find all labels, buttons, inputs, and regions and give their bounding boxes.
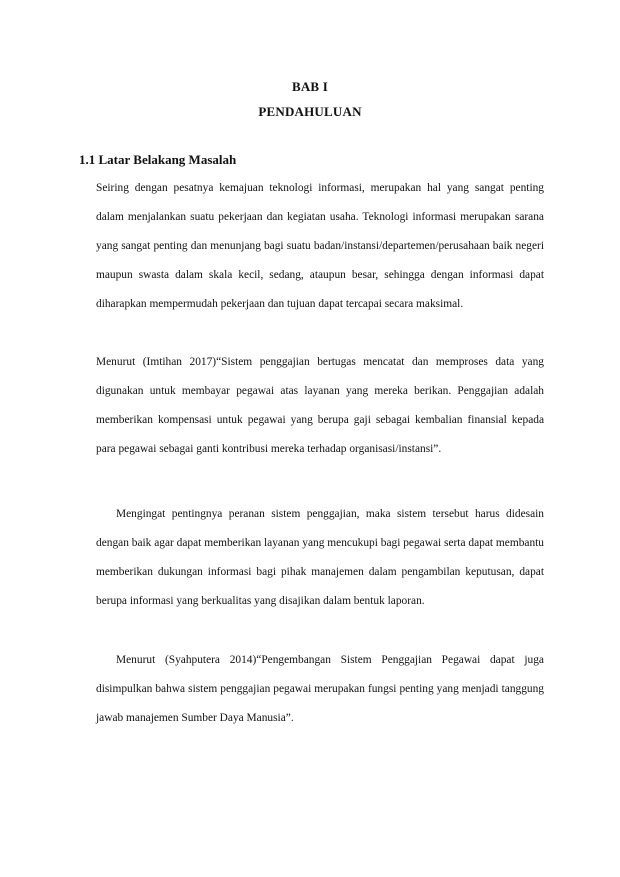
paragraph-background: Seiring dengan pesatnya kemajuan teknologi informasi, merupakan hal yang sangat penting dalam menjalankan suatu pekerjaan dan kegiatan usaha. Teknologi informasi merupakan sarana yang sangat penting dan menunjang bagi suatu badan/instansi/departemen/perusahaan baik negeri maupun swasta dalam skala kecil, sedang, ataupun besar, sehingga dengan informasi dapat diharapkan mempermudah pekerjaan dan tujuan dapat tercapai secara maksimal. [96, 182, 544, 310]
paragraph-importance: Mengingat pentingnya peranan sistem penggajian, maka sistem tersebut harus didesain dengan baik agar dapat memberikan layanan yang mencukupi bagi pegawai serta dapat membantu memberikan dukungan informasi bagi pihak manajemen dalam pengambilan keputusan, dapat berupa informasi yang berkualitas yang disajikan dalam bentuk laporan. [96, 508, 544, 607]
paragraph-citation-imtihan: Menurut (Imtihan 2017)“Sistem penggajian bertugas mencatat dan memproses data yang digunakan untuk membayar pegawai atas layanan yang mereka berikan. Penggajian adalah memberikan kompensasi untuk pegawai yang berupa gaji sebagai kembalian finansial kepada para pegawai sebagai ganti kontribusi mereka terhadap organisasi/instansi”. [96, 356, 544, 455]
chapter-number: BAB I [291, 79, 329, 94]
chapter-title: PENDAHULUAN [258, 104, 362, 119]
paragraph-citation-syahputera: Menurut (Syahputera 2014)“Pengembangan Sistem Penggajian Pegawai dapat juga disimpulkan bahwa sistem penggajian pegawai merupakan fungsi penting yang menjadi tanggung jawab manajemen Sumber Daya Manusia”. [96, 654, 544, 724]
section-heading: 1.1 Latar Belakang Masalah [79, 152, 237, 167]
